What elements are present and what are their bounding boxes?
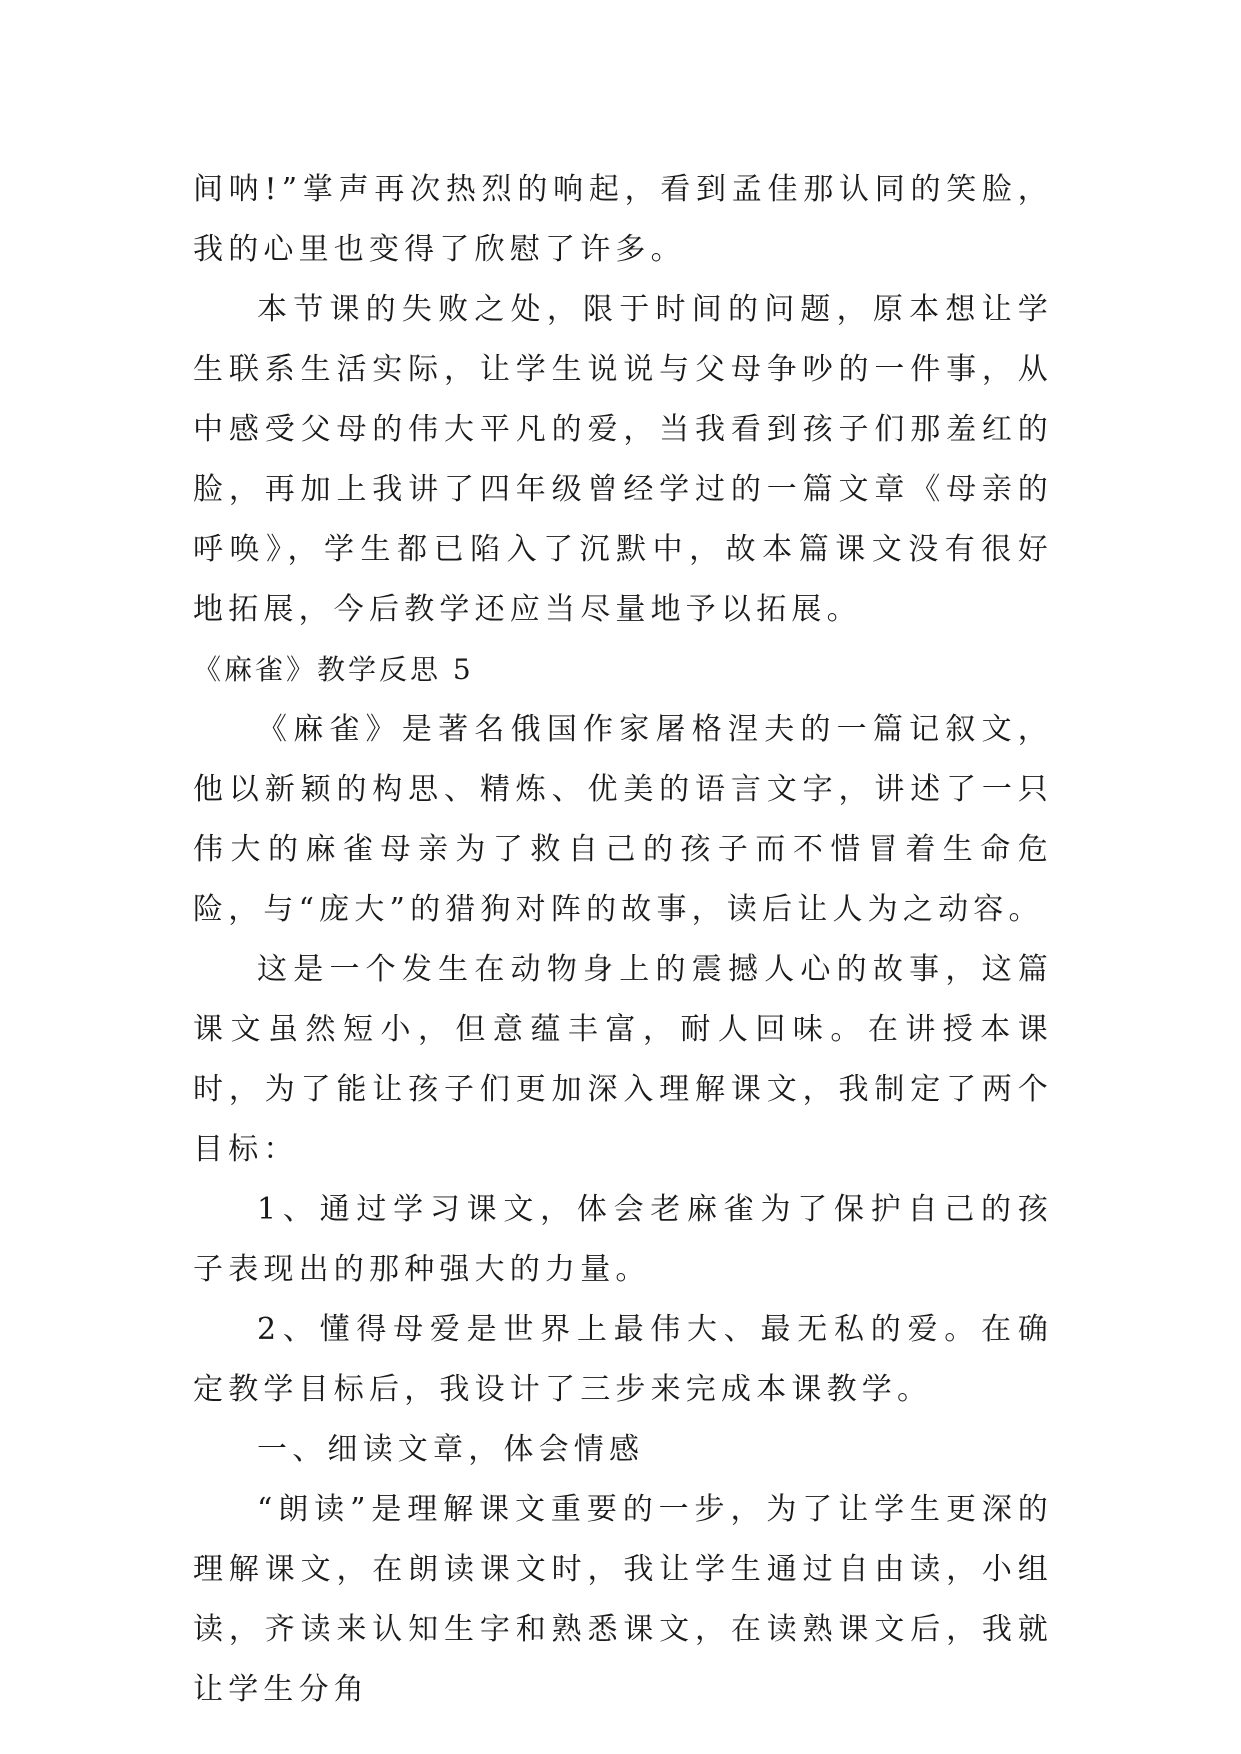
paragraph-goals-intro: 这是一个发生在动物身上的震撼人心的故事，这篇课文虽然短小，但意蕴丰富，耐人回味。在讲授本课时，为了能让孩子们更加深入理解课文，我制定了两个目标： xyxy=(193,952,1053,1167)
subheading-step-1: 一、细读文章，体会情感 xyxy=(257,1432,645,1467)
document-body xyxy=(193,160,1053,1720)
paragraph-lesson-failure: 本节课的失败之处，限于时间的问题，原本想让学生联系生活实际，让学生说说与父母争吵的一件事，从中感受父母的伟大平凡的爱，当我看到孩子们那羞红的脸，再加上我讲了四年级曾经学过的一篇文章《母亲的呼唤》，学生都已陷入了沉默中，故本篇课文没有很好地拓展，今后教学还应当尽量地予以拓展。 xyxy=(193,292,1053,627)
paragraph-goal-2: 2、懂得母爱是世界上最伟大、最无私的爱。在确定教学目标后，我设计了三步来完成本课教学。 xyxy=(193,1312,1053,1407)
paragraph-intro: 《麻雀》是著名俄国作家屠格涅夫的一篇记叙文，他以新颖的构思、精炼、优美的语言文字，讲述了一只伟大的麻雀母亲为了救自己的孩子而不惜冒着生命危险，与“庞大”的猎狗对阵的故事，读后让人为之动容。 xyxy=(193,712,1053,927)
section-heading: 《麻雀》教学反思 5 xyxy=(193,653,474,686)
paragraph-continuation: 间呐!”掌声再次热烈的响起，看到孟佳那认同的笑脸，我的心里也变得了欣慰了许多。 xyxy=(193,172,1053,267)
paragraph-goal-1: 1、通过学习课文，体会老麻雀为了保护自己的孩子表现出的那种强大的力量。 xyxy=(193,1192,1053,1287)
paragraph-reading: “朗读”是理解课文重要的一步，为了让学生更深的理解课文，在朗读课文时，我让学生通过自由读，小组读，齐读来认知生字和熟悉课文，在读熟课文后，我就让学生分角 xyxy=(193,1492,1053,1707)
